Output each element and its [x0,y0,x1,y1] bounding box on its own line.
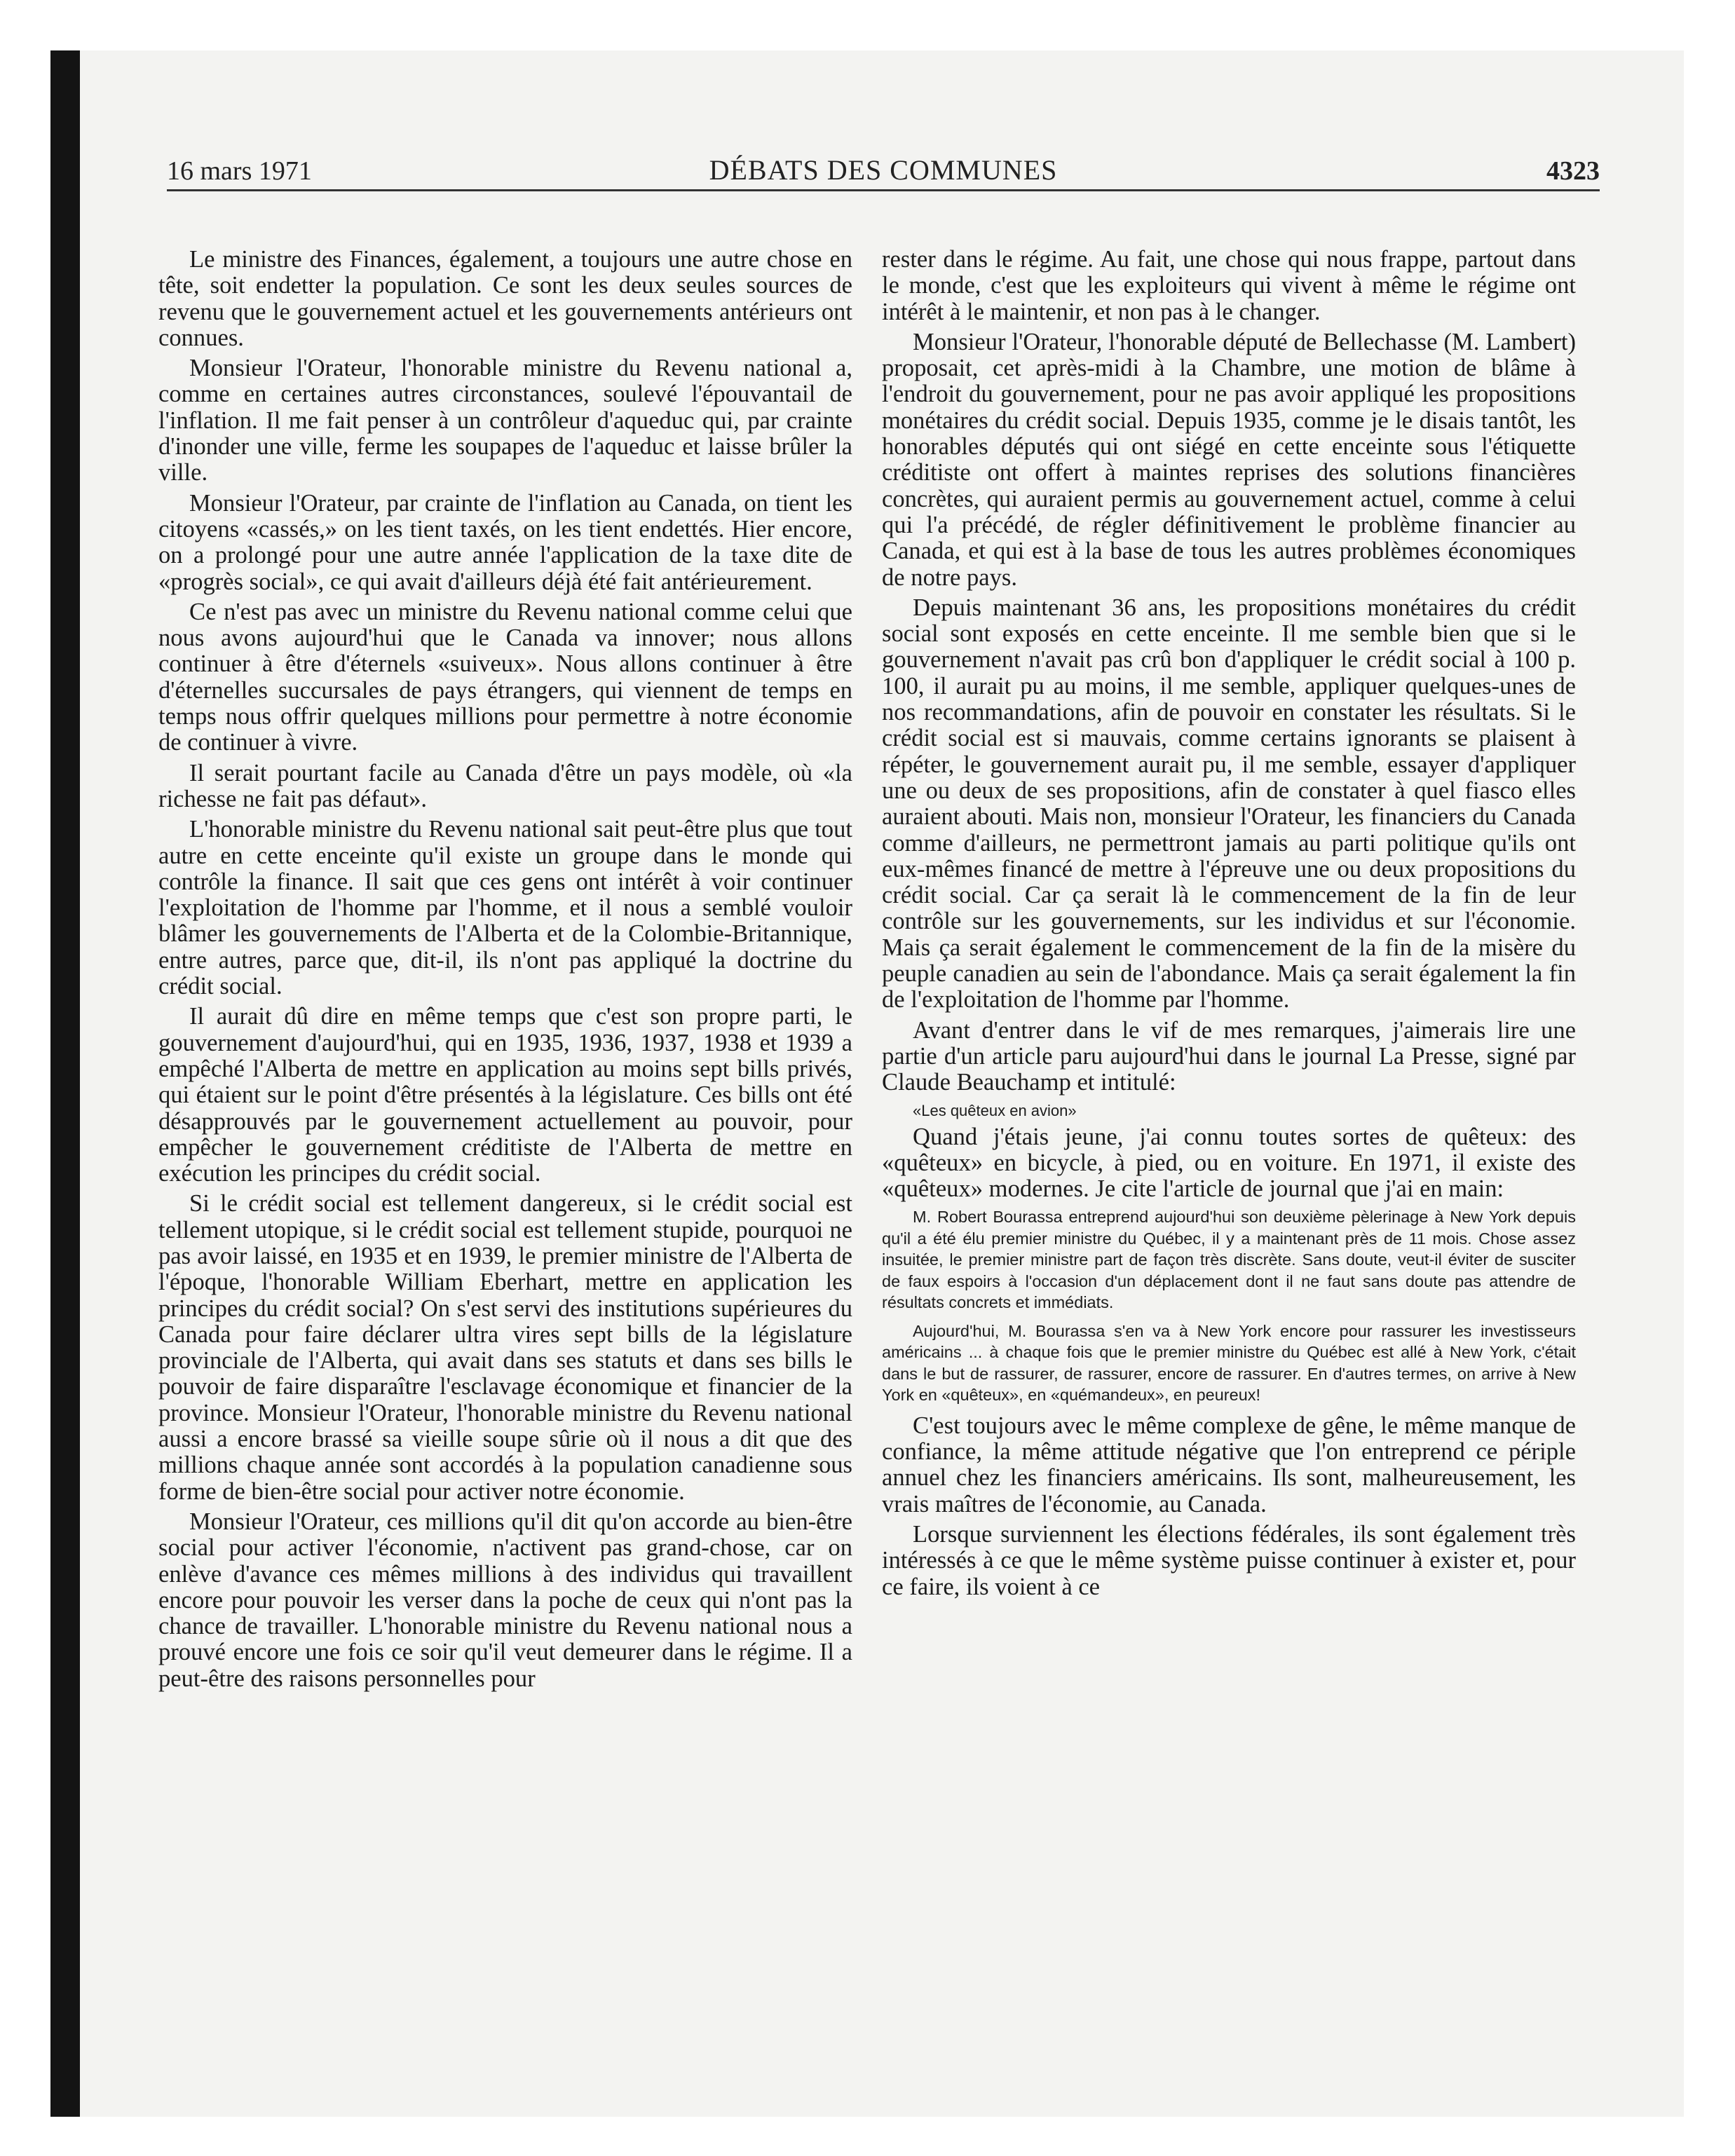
paragraph: rester dans le régime. Au fait, une chose qui nous frappe, partout dans le monde, c'est que les exploiteurs qui vivent à même le régime ont intérêt à le maintenir, et non pas à le changer. [882,246,1576,325]
paragraph: Avant d'entrer dans le vif de mes remarques, j'aimerais lire une partie d'un article paru aujourd'hui dans le journal La Presse, signé par Claude Beauchamp et intitulé: [882,1016,1576,1096]
page-number: 4323 [1546,156,1600,186]
paragraph: L'honorable ministre du Revenu national sait peut-être plus que tout autre en cette enceinte qu'il existe un groupe dans le monde qui contrôle la finance. Il sait que ces gens ont intérêt à voir continuer l'exploitation de l'homme par l'homme, et il nous a semblé vouloir blâmer les gouvernements de l'Alberta et de la Colombie-Britannique, entre autres, parce que, dit-il, ils n'ont pas appliqué la doctrine du crédit social. [158,816,852,1000]
paragraph: Monsieur l'Orateur, par crainte de l'inflation au Canada, on tient les citoyens «cassés,» on les tient taxés, on les tient endettés. Hier encore, on a prolongé pour une autre année l'application de la taxe dite de «progrès social», ce qui avait d'ailleurs déjà été fait antérieurement. [158,489,852,595]
left-column [158,247,852,1696]
paragraph: Le ministre des Finances, également, a toujours une autre chose en tête, soit endetter la population. Ce sont les deux seules sources de revenu que le gouvernement actuel et les gouvernements antérieurs ont connues. [158,246,852,351]
paragraph: Il aurait dû dire en même temps que c'est son propre parti, le gouvernement d'aujourd'hui, qui en 1935, 1936, 1937, 1938 et 1939 a empêché l'Alberta de mettre en application au moins sept bills privés, qui étaient sur le point d'être présentés à la législature. Ces bills ont été désapprouvés par le gouvernement actuellement au pouvoir, pour empêcher le gouvernement créditiste de l'Alberta de mettre en exécution les principes du crédit social. [158,1003,852,1187]
paragraph: Quand j'étais jeune, j'ai connu toutes sortes de quêteux: des «quêteux» en bicycle, à pied, ou en voiture. En 1971, il existe des «quêteux» modernes. Je cite l'article de journal que j'ai en main: [882,1123,1576,1203]
paragraph: C'est toujours avec le même complexe de gêne, le même manque de confiance, la même attitude négative que l'on entreprend ce périple annuel chez les financiers américains. Ils sont, malheureusement, les vrais maîtres de l'économie, au Canada. [882,1412,1576,1517]
header-date: 16 mars 1971 [167,156,312,186]
article-title: «Les quêteux en avion» [913,1101,1077,1119]
paragraph: Monsieur l'Orateur, l'honorable député de Bellechasse (M. Lambert) proposait, cet après-midi à la Chambre, une motion de blâme à l'endroit du gouvernement, pour ne pas avoir appliqué les propositions monétaires du crédit social. Depuis 1935, comme je le disais tantôt, les honorables députés qui ont siégé en cette enceinte sous l'étiquette créditiste ont offert à maintes reprises des solutions financières concrètes, qui auraient permis au gouvernement actuel, comme à celui qui l'a précédé, de régler définitivement le problème financier au Canada, et qui est à la base de tous les autres problèmes économiques de notre pays. [882,328,1576,591]
quoted-article: M. Robert Bourassa entreprend aujourd'hui son deuxième pèlerinage à New York depuis qu'il a été élu premier ministre du Québec, il y a maintenant près de 11 mois. Chose assez insuitée, le premier ministre part de façon très discrète. Sans doute, veut-il éviter de susciter de faux espoirs à l'occasion d'un déplacement dont il ne faut sans doute pas attendre de résultats concrets et immédiats. [882,1208,1576,1312]
paragraph: Monsieur l'Orateur, l'honorable ministre du Revenu national a, comme en certaines autres circonstances, soulevé l'épouvantail de l'inflation. Il me fait penser à un contrôleur d'aqueduc qui, par crainte d'inonder une ville, ferme les soupapes de l'aqueduc et laisse brûler la ville. [158,355,852,486]
paragraph: Monsieur l'Orateur, ces millions qu'il dit qu'on accorde au bien-être social pour activer l'économie, n'activent pas grand-chose, car on enlève d'avance ces mêmes millions à des individus qui travaillent encore pour pouvoir les verser dans la poche de ceux qui n'ont pas la chance de travailler. L'honorable ministre du Revenu national nous a prouvé encore une fois ce soir qu'il veut demeurer dans le régime. Il a peut-être des raisons personnelles pour [158,1508,852,1692]
right-column [882,247,1576,1604]
paragraph: Lorsque surviennent les élections fédérales, ils sont également très intéressés à ce que le même système puisse continuer à exister et, pour ce faire, ils voient à ce [882,1521,1576,1600]
header-title: DÉBATS DES COMMUNES [709,154,1058,186]
paragraph: Il serait pourtant facile au Canada d'être un pays modèle, où «la richesse ne fait pas défaut». [158,759,852,812]
quoted-article: Aujourd'hui, M. Bourassa s'en va à New York encore pour rassurer les investisseurs américains ... à chaque fois que le premier ministre du Québec est allé à New York, c'était dans le but de rassurer, de rassurer, encore de rassurer. En d'autres termes, on arrive à New York en «quêteux», en «quémandeux», en peureux! [882,1321,1576,1405]
page-header [167,149,1600,191]
binding-edge [50,50,80,2117]
paragraph: Si le crédit social est tellement dangereux, si le crédit social est tellement utopique, si le crédit social est tellement stupide, pourquoi ne pas avoir laissé, en 1935 et en 1939, le premier ministre de l'Alberta de l'époque, l'honorable William Eberhart, mettre en application les principes du crédit social? On s'est servi des institutions supérieures du Canada pour faire déclarer ultra vires sept bills de la législature provinciale de l'Alberta, qui avait dans ses statuts et dans ses bills le pouvoir de faire disparaître l'esclavage économique et financier de la province. Monsieur l'Orateur, l'honorable ministre du Revenu national aussi a encore brassé sa vieille soupe sûrie où il nous a dit que des millions chaque année sont accordés à la population canadienne sous forme de bien-être social pour activer notre économie. [158,1190,852,1505]
paragraph: Ce n'est pas avec un ministre du Revenu national comme celui que nous avons aujourd'hui que le Canada va innover; nous allons continuer à être d'éternels «suiveux». Nous allons continuer à être d'éternelles succursales de pays étrangers, qui viennent de temps en temps nous offrir quelques millions pour permettre à notre économie de continuer à vivre. [158,598,852,756]
paragraph: Depuis maintenant 36 ans, les propositions monétaires du crédit social sont exposés en cette enceinte. Il me semble bien que si le gouvernement n'avait pas crû bon d'appliquer le crédit social à 100 p. 100, il aurait pu au moins, il me semble, appliquer quelques-unes de nos recommandations, afin de pouvoir en constater les résultats. Si le crédit social est si mauvais, comme certains ignorants se plaisent à répéter, le gouvernement aurait pu, il me semble, essayer d'appliquer une ou deux de ses propositions, afin de constater à quel fiasco elles auraient abouti. Mais non, monsieur l'Orateur, les financiers du Canada comme d'ailleurs, ne permettront jamais au parti politique qu'ils ont eux-mêmes financé de mettre à l'épreuve une ou deux propositions du crédit social. Car ça serait là le commencement de la fin de leur contrôle sur les gouvernements, sur les individus et sur l'économie. Mais ça serait également le commencement de la fin de la misère du peuple canadien au sein de l'abondance. Mais ça serait également la fin de l'exploitation de l'homme par l'homme. [882,594,1576,1014]
